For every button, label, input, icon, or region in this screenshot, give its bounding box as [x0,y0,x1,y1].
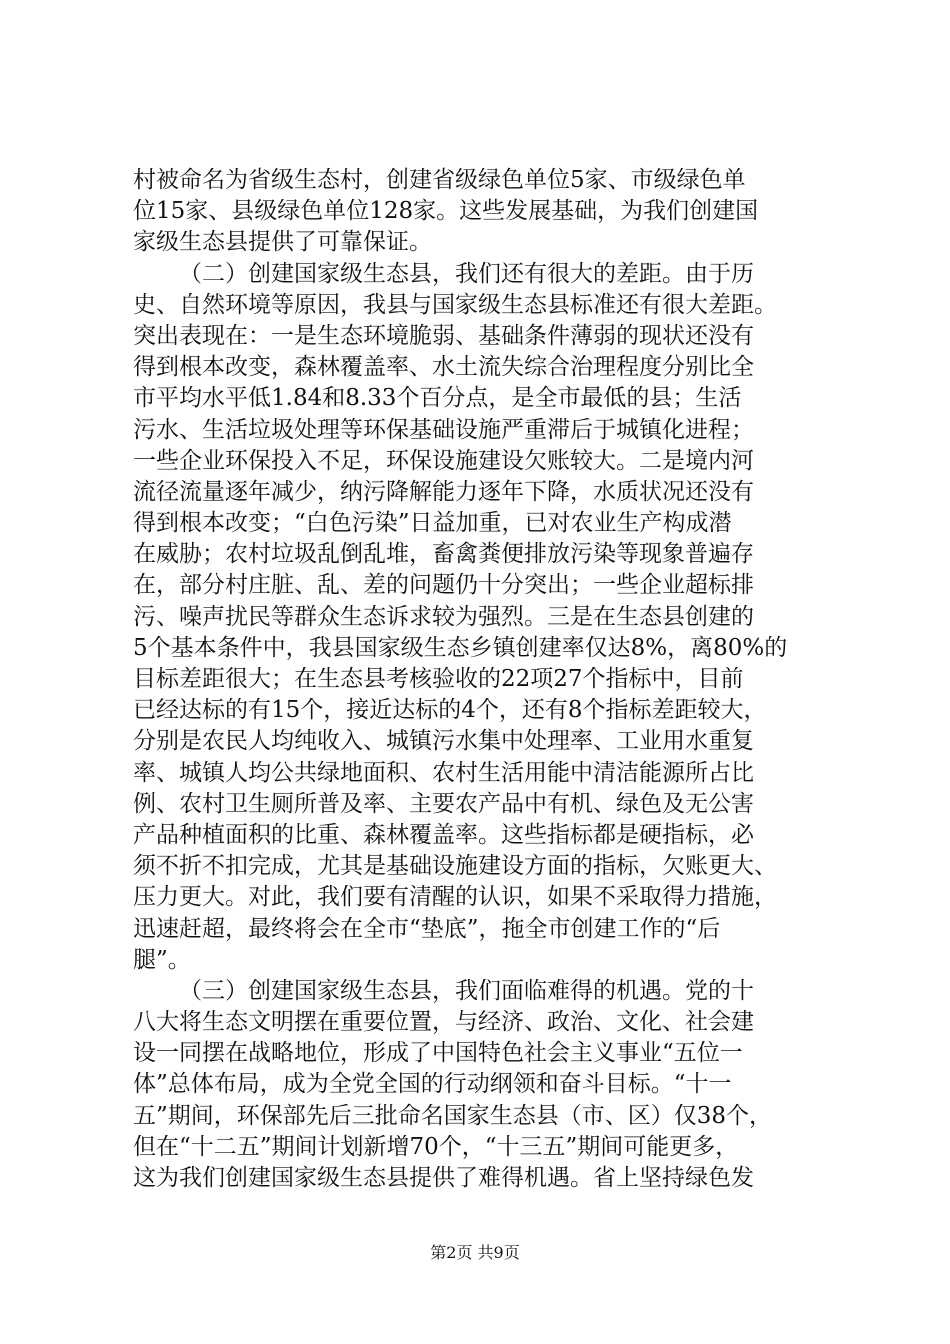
text-line: 突出表现在：一是生态环境脆弱、基础条件薄弱的现状还没有 [133,322,754,349]
text-line: 流径流量逐年减少，纳污降解能力逐年下降，水质状况还没有 [133,478,754,505]
text-line: 5个基本条件中，我县国家级生态乡镇创建率仅达8%，离80%的 [133,634,788,661]
text-line: 分别是农民人均纯收入、城镇污水集中处理率、工业用水重复 [133,728,754,755]
text-line: 须不折不扣完成，尤其是基础设施建设方面的指标，欠账更大、 [133,853,777,880]
text-line: 位15家、县级绿色单位128家。这些发展基础，为我们创建国 [133,198,759,225]
text-line: 已经达标的有15个，接近达标的4个，还有8个指标差距较大， [133,697,767,724]
text-line: 但在“十二五”期间计划新增70个，“十三五”期间可能更多， [133,1133,739,1160]
paragraph-start-line: （三）创建国家级生态县，我们面临难得的机遇。党的十 [179,977,754,1004]
text-line: 在，部分村庄脏、乱、差的问题仍十分突出；一些企业超标排 [133,572,754,599]
paragraph-start-line: （二）创建国家级生态县，我们还有很大的差距。由于历 [179,260,754,287]
page-number-footer: 第2页 共9页 [430,1243,520,1262]
text-line: 市平均水平低1.84和8.33个百分点，是全市最低的县；生活 [133,385,742,412]
text-line: 污水、生活垃圾处理等环保基础设施严重滞后于城镇化进程； [133,416,754,443]
text-line: 史、自然环境等原因，我县与国家级生态县标准还有很大差距。 [133,291,777,318]
text-line: 在威胁；农村垃圾乱倒乱堆，畜禽粪便排放污染等现象普遍存 [133,541,754,568]
text-line: 体”总体布局，成为全党全国的行动纲领和奋斗目标。“十一 [133,1071,732,1098]
text-line: 污、噪声扰民等群众生态诉求较为强烈。三是在生态县创建的 [133,603,754,630]
text-line: 八大将生态文明摆在重要位置，与经济、政治、文化、社会建 [133,1009,754,1036]
text-line: 产品种植面积的比重、森林覆盖率。这些指标都是硬指标，必 [133,821,754,848]
text-line: 村被命名为省级生态村，创建省级绿色单位5家、市级绿色单 [133,167,746,193]
text-line: 迅速赶超，最终将会在全市“垫底”，拖全市创建工作的“后 [133,915,721,942]
text-line: 得到根本改变；“白色污染”日益加重，已对农业生产构成潜 [133,510,732,537]
text-line: 率、城镇人均公共绿地面积、农村生活用能中清洁能源所占比 [133,759,754,786]
text-line: 得到根本改变，森林覆盖率、水土流失综合治理程度分别比全 [133,354,754,381]
text-line: 一些企业环保投入不足，环保设施建设欠账较大。二是境内河 [133,447,754,474]
text-line: 这为我们创建国家级生态县提供了难得机遇。省上坚持绿色发 [133,1165,754,1191]
text-line: 家级生态县提供了可靠保证。 [133,229,432,256]
text-line: 设一同摆在战略地位，形成了中国特色社会主义事业“五位一 [133,1040,743,1067]
text-line: 五”期间，环保部先后三批命名国家生态县（市、区）仅38个， [133,1102,773,1129]
text-line: 目标差距很大；在生态县考核验收的22项27个指标中，目前 [133,666,744,692]
body-text [133,165,823,1194]
text-line: 压力更大。对此，我们要有清醒的认识，如果不采取得力措施， [133,884,777,911]
text-line: 腿”。 [133,946,191,973]
text-line: 例、农村卫生厕所普及率、主要农产品中有机、绿色及无公害 [133,790,754,817]
